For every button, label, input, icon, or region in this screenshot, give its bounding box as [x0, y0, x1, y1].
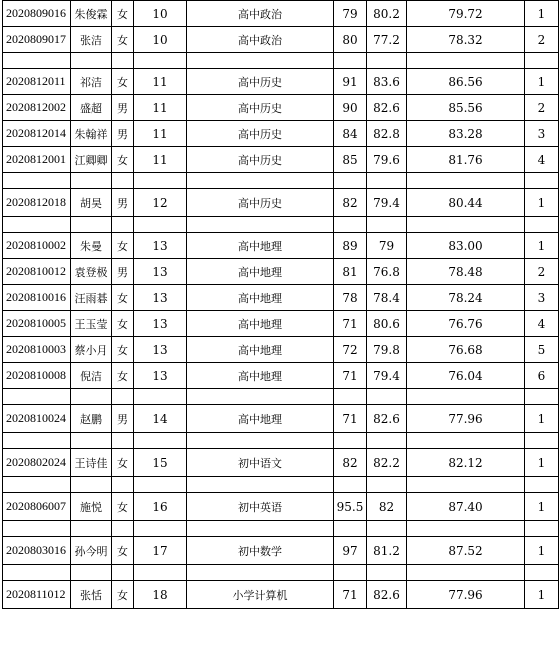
group-number-cell: 16	[134, 493, 187, 521]
rank-cell: 1	[525, 537, 559, 565]
table-row	[3, 121, 559, 147]
gender-cell: 女	[112, 285, 134, 311]
gender-cell: 女	[112, 147, 134, 173]
table-row	[3, 27, 559, 53]
empty-cell	[334, 565, 367, 581]
subject-cell: 高中地理	[187, 337, 334, 363]
group-number-cell: 10	[134, 1, 187, 27]
total-score-cell: 76.04	[407, 363, 525, 389]
empty-cell	[334, 521, 367, 537]
name-cell: 赵鹏	[71, 405, 112, 433]
empty-cell	[134, 53, 187, 69]
empty-cell	[334, 53, 367, 69]
interview-score-cell: 83.6	[367, 69, 407, 95]
gender-cell: 男	[112, 189, 134, 217]
empty-cell	[334, 173, 367, 189]
group-separator-row	[3, 477, 559, 493]
rank-cell: 1	[525, 581, 559, 609]
gender-cell: 男	[112, 259, 134, 285]
total-score-cell: 87.40	[407, 493, 525, 521]
empty-cell	[187, 521, 334, 537]
empty-cell	[367, 565, 407, 581]
group-number-cell: 11	[134, 147, 187, 173]
gender-cell: 女	[112, 581, 134, 609]
gender-cell: 女	[112, 493, 134, 521]
table-row	[3, 493, 559, 521]
candidate-id-cell: 2020809016	[3, 1, 71, 27]
rank-cell: 2	[525, 27, 559, 53]
empty-cell	[187, 217, 334, 233]
total-score-cell: 79.72	[407, 1, 525, 27]
empty-cell	[71, 477, 112, 493]
interview-score-cell: 82	[367, 493, 407, 521]
written-score-cell: 84	[334, 121, 367, 147]
gender-cell: 女	[112, 311, 134, 337]
empty-cell	[134, 521, 187, 537]
gender-cell: 女	[112, 337, 134, 363]
candidate-id-cell: 2020810016	[3, 285, 71, 311]
empty-cell	[367, 521, 407, 537]
table-row	[3, 147, 559, 173]
name-cell: 王玉莹	[71, 311, 112, 337]
table-row	[3, 1, 559, 27]
candidate-id-cell: 2020812001	[3, 147, 71, 173]
rank-cell: 2	[525, 95, 559, 121]
candidate-id-cell: 2020810024	[3, 405, 71, 433]
empty-cell	[367, 217, 407, 233]
empty-cell	[367, 433, 407, 449]
empty-cell	[3, 433, 71, 449]
empty-cell	[187, 173, 334, 189]
group-separator-row	[3, 173, 559, 189]
empty-cell	[525, 173, 559, 189]
name-cell: 王诗佳	[71, 449, 112, 477]
group-separator-row	[3, 53, 559, 69]
empty-cell	[187, 53, 334, 69]
total-score-cell: 86.56	[407, 69, 525, 95]
empty-cell	[334, 217, 367, 233]
group-number-cell: 13	[134, 363, 187, 389]
rank-cell: 1	[525, 449, 559, 477]
group-separator-row	[3, 433, 559, 449]
written-score-cell: 81	[334, 259, 367, 285]
name-cell: 袁登极	[71, 259, 112, 285]
empty-cell	[134, 477, 187, 493]
empty-cell	[407, 521, 525, 537]
empty-cell	[71, 433, 112, 449]
rank-cell: 1	[525, 1, 559, 27]
written-score-cell: 89	[334, 233, 367, 259]
empty-cell	[112, 389, 134, 405]
gender-cell: 女	[112, 363, 134, 389]
total-score-cell: 76.76	[407, 311, 525, 337]
table-row	[3, 363, 559, 389]
empty-cell	[71, 217, 112, 233]
table-row	[3, 311, 559, 337]
total-score-cell: 87.52	[407, 537, 525, 565]
gender-cell: 女	[112, 233, 134, 259]
empty-cell	[134, 389, 187, 405]
candidate-id-cell: 2020810008	[3, 363, 71, 389]
total-score-cell: 77.96	[407, 405, 525, 433]
total-score-cell: 78.32	[407, 27, 525, 53]
group-number-cell: 13	[134, 233, 187, 259]
interview-score-cell: 79.4	[367, 363, 407, 389]
candidate-id-cell: 2020810002	[3, 233, 71, 259]
empty-cell	[407, 477, 525, 493]
table-row	[3, 449, 559, 477]
gender-cell: 男	[112, 95, 134, 121]
subject-cell: 高中历史	[187, 69, 334, 95]
empty-cell	[112, 433, 134, 449]
empty-cell	[187, 565, 334, 581]
group-separator-row	[3, 217, 559, 233]
subject-cell: 初中数学	[187, 537, 334, 565]
total-score-cell: 85.56	[407, 95, 525, 121]
candidate-id-cell: 2020809017	[3, 27, 71, 53]
empty-cell	[71, 521, 112, 537]
empty-cell	[134, 433, 187, 449]
rank-cell: 3	[525, 285, 559, 311]
name-cell: 朱俊霖	[71, 1, 112, 27]
interview-score-cell: 79	[367, 233, 407, 259]
group-number-cell: 13	[134, 259, 187, 285]
subject-cell: 高中地理	[187, 311, 334, 337]
table-row	[3, 95, 559, 121]
table-row	[3, 259, 559, 285]
table-row	[3, 337, 559, 363]
name-cell: 蔡小月	[71, 337, 112, 363]
rank-cell: 1	[525, 405, 559, 433]
empty-cell	[112, 477, 134, 493]
group-number-cell: 12	[134, 189, 187, 217]
group-number-cell: 13	[134, 311, 187, 337]
empty-cell	[525, 521, 559, 537]
empty-cell	[407, 389, 525, 405]
gender-cell: 女	[112, 537, 134, 565]
empty-cell	[407, 173, 525, 189]
name-cell: 祁洁	[71, 69, 112, 95]
group-number-cell: 10	[134, 27, 187, 53]
written-score-cell: 82	[334, 449, 367, 477]
written-score-cell: 71	[334, 405, 367, 433]
subject-cell: 高中地理	[187, 259, 334, 285]
table-row	[3, 233, 559, 259]
table-row	[3, 581, 559, 609]
empty-cell	[334, 433, 367, 449]
group-number-cell: 14	[134, 405, 187, 433]
gender-cell: 女	[112, 69, 134, 95]
table-row	[3, 537, 559, 565]
empty-cell	[407, 433, 525, 449]
empty-cell	[525, 53, 559, 69]
name-cell: 江卿卿	[71, 147, 112, 173]
written-score-cell: 90	[334, 95, 367, 121]
table-row	[3, 405, 559, 433]
written-score-cell: 85	[334, 147, 367, 173]
group-separator-row	[3, 389, 559, 405]
empty-cell	[112, 173, 134, 189]
empty-cell	[525, 389, 559, 405]
interview-score-cell: 79.8	[367, 337, 407, 363]
empty-cell	[134, 173, 187, 189]
empty-cell	[112, 565, 134, 581]
gender-cell: 女	[112, 27, 134, 53]
written-score-cell: 78	[334, 285, 367, 311]
empty-cell	[71, 565, 112, 581]
empty-cell	[525, 217, 559, 233]
candidate-id-cell: 2020803016	[3, 537, 71, 565]
written-score-cell: 71	[334, 581, 367, 609]
empty-cell	[71, 389, 112, 405]
total-score-cell: 78.48	[407, 259, 525, 285]
results-table-body	[3, 1, 559, 609]
empty-cell	[3, 477, 71, 493]
subject-cell: 高中政治	[187, 27, 334, 53]
empty-cell	[3, 217, 71, 233]
interview-score-cell: 80.6	[367, 311, 407, 337]
candidate-id-cell: 2020806007	[3, 493, 71, 521]
gender-cell: 男	[112, 405, 134, 433]
gender-cell: 女	[112, 1, 134, 27]
rank-cell: 4	[525, 147, 559, 173]
empty-cell	[367, 173, 407, 189]
interview-score-cell: 76.8	[367, 259, 407, 285]
empty-cell	[112, 217, 134, 233]
rank-cell: 3	[525, 121, 559, 147]
subject-cell: 小学计算机	[187, 581, 334, 609]
interview-score-cell: 79.6	[367, 147, 407, 173]
group-number-cell: 17	[134, 537, 187, 565]
written-score-cell: 82	[334, 189, 367, 217]
empty-cell	[112, 521, 134, 537]
group-number-cell: 13	[134, 285, 187, 311]
empty-cell	[525, 433, 559, 449]
candidate-id-cell: 2020812018	[3, 189, 71, 217]
name-cell: 施悦	[71, 493, 112, 521]
written-score-cell: 71	[334, 311, 367, 337]
empty-cell	[71, 173, 112, 189]
group-separator-row	[3, 565, 559, 581]
interview-score-cell: 78.4	[367, 285, 407, 311]
name-cell: 汪雨碁	[71, 285, 112, 311]
empty-cell	[134, 217, 187, 233]
empty-cell	[187, 477, 334, 493]
empty-cell	[3, 53, 71, 69]
subject-cell: 高中历史	[187, 121, 334, 147]
subject-cell: 初中英语	[187, 493, 334, 521]
empty-cell	[334, 477, 367, 493]
group-number-cell: 11	[134, 69, 187, 95]
interview-score-cell: 82.8	[367, 121, 407, 147]
rank-cell: 2	[525, 259, 559, 285]
interview-score-cell: 81.2	[367, 537, 407, 565]
empty-cell	[71, 53, 112, 69]
empty-cell	[3, 389, 71, 405]
results-table	[2, 0, 559, 609]
name-cell: 朱翰祥	[71, 121, 112, 147]
candidate-id-cell: 2020812011	[3, 69, 71, 95]
written-score-cell: 97	[334, 537, 367, 565]
empty-cell	[367, 53, 407, 69]
empty-cell	[3, 565, 71, 581]
total-score-cell: 80.44	[407, 189, 525, 217]
total-score-cell: 82.12	[407, 449, 525, 477]
table-row	[3, 285, 559, 311]
written-score-cell: 79	[334, 1, 367, 27]
name-cell: 朱曼	[71, 233, 112, 259]
empty-cell	[3, 521, 71, 537]
group-number-cell: 18	[134, 581, 187, 609]
subject-cell: 高中历史	[187, 95, 334, 121]
name-cell: 倪洁	[71, 363, 112, 389]
total-score-cell: 77.96	[407, 581, 525, 609]
candidate-id-cell: 2020810003	[3, 337, 71, 363]
subject-cell: 高中地理	[187, 363, 334, 389]
rank-cell: 5	[525, 337, 559, 363]
interview-score-cell: 82.6	[367, 95, 407, 121]
empty-cell	[187, 389, 334, 405]
interview-score-cell: 82.6	[367, 405, 407, 433]
rank-cell: 1	[525, 189, 559, 217]
rank-cell: 6	[525, 363, 559, 389]
written-score-cell: 91	[334, 69, 367, 95]
gender-cell: 女	[112, 449, 134, 477]
group-number-cell: 11	[134, 95, 187, 121]
total-score-cell: 78.24	[407, 285, 525, 311]
rank-cell: 1	[525, 493, 559, 521]
written-score-cell: 95.5	[334, 493, 367, 521]
rank-cell: 1	[525, 233, 559, 259]
name-cell: 孙今明	[71, 537, 112, 565]
candidate-id-cell: 2020812014	[3, 121, 71, 147]
table-row	[3, 69, 559, 95]
empty-cell	[367, 389, 407, 405]
group-number-cell: 13	[134, 337, 187, 363]
name-cell: 张洁	[71, 27, 112, 53]
empty-cell	[407, 565, 525, 581]
empty-cell	[112, 53, 134, 69]
empty-cell	[187, 433, 334, 449]
written-score-cell: 72	[334, 337, 367, 363]
empty-cell	[334, 389, 367, 405]
name-cell: 盛超	[71, 95, 112, 121]
rank-cell: 4	[525, 311, 559, 337]
empty-cell	[3, 173, 71, 189]
gender-cell: 男	[112, 121, 134, 147]
total-score-cell: 76.68	[407, 337, 525, 363]
written-score-cell: 80	[334, 27, 367, 53]
subject-cell: 高中历史	[187, 189, 334, 217]
empty-cell	[407, 217, 525, 233]
total-score-cell: 81.76	[407, 147, 525, 173]
subject-cell: 高中政治	[187, 1, 334, 27]
interview-score-cell: 79.4	[367, 189, 407, 217]
interview-score-cell: 80.2	[367, 1, 407, 27]
candidate-id-cell: 2020802024	[3, 449, 71, 477]
interview-score-cell: 82.2	[367, 449, 407, 477]
subject-cell: 高中地理	[187, 405, 334, 433]
subject-cell: 高中地理	[187, 233, 334, 259]
empty-cell	[525, 477, 559, 493]
rank-cell: 1	[525, 69, 559, 95]
candidate-id-cell: 2020810005	[3, 311, 71, 337]
written-score-cell: 71	[334, 363, 367, 389]
subject-cell: 初中语文	[187, 449, 334, 477]
total-score-cell: 83.00	[407, 233, 525, 259]
empty-cell	[367, 477, 407, 493]
candidate-id-cell: 2020810012	[3, 259, 71, 285]
empty-cell	[525, 565, 559, 581]
total-score-cell: 83.28	[407, 121, 525, 147]
interview-score-cell: 82.6	[367, 581, 407, 609]
group-number-cell: 15	[134, 449, 187, 477]
name-cell: 张恬	[71, 581, 112, 609]
candidate-id-cell: 2020812002	[3, 95, 71, 121]
table-row	[3, 189, 559, 217]
subject-cell: 高中历史	[187, 147, 334, 173]
candidate-id-cell: 2020811012	[3, 581, 71, 609]
group-separator-row	[3, 521, 559, 537]
group-number-cell: 11	[134, 121, 187, 147]
interview-score-cell: 77.2	[367, 27, 407, 53]
empty-cell	[134, 565, 187, 581]
empty-cell	[407, 53, 525, 69]
subject-cell: 高中地理	[187, 285, 334, 311]
name-cell: 胡昊	[71, 189, 112, 217]
